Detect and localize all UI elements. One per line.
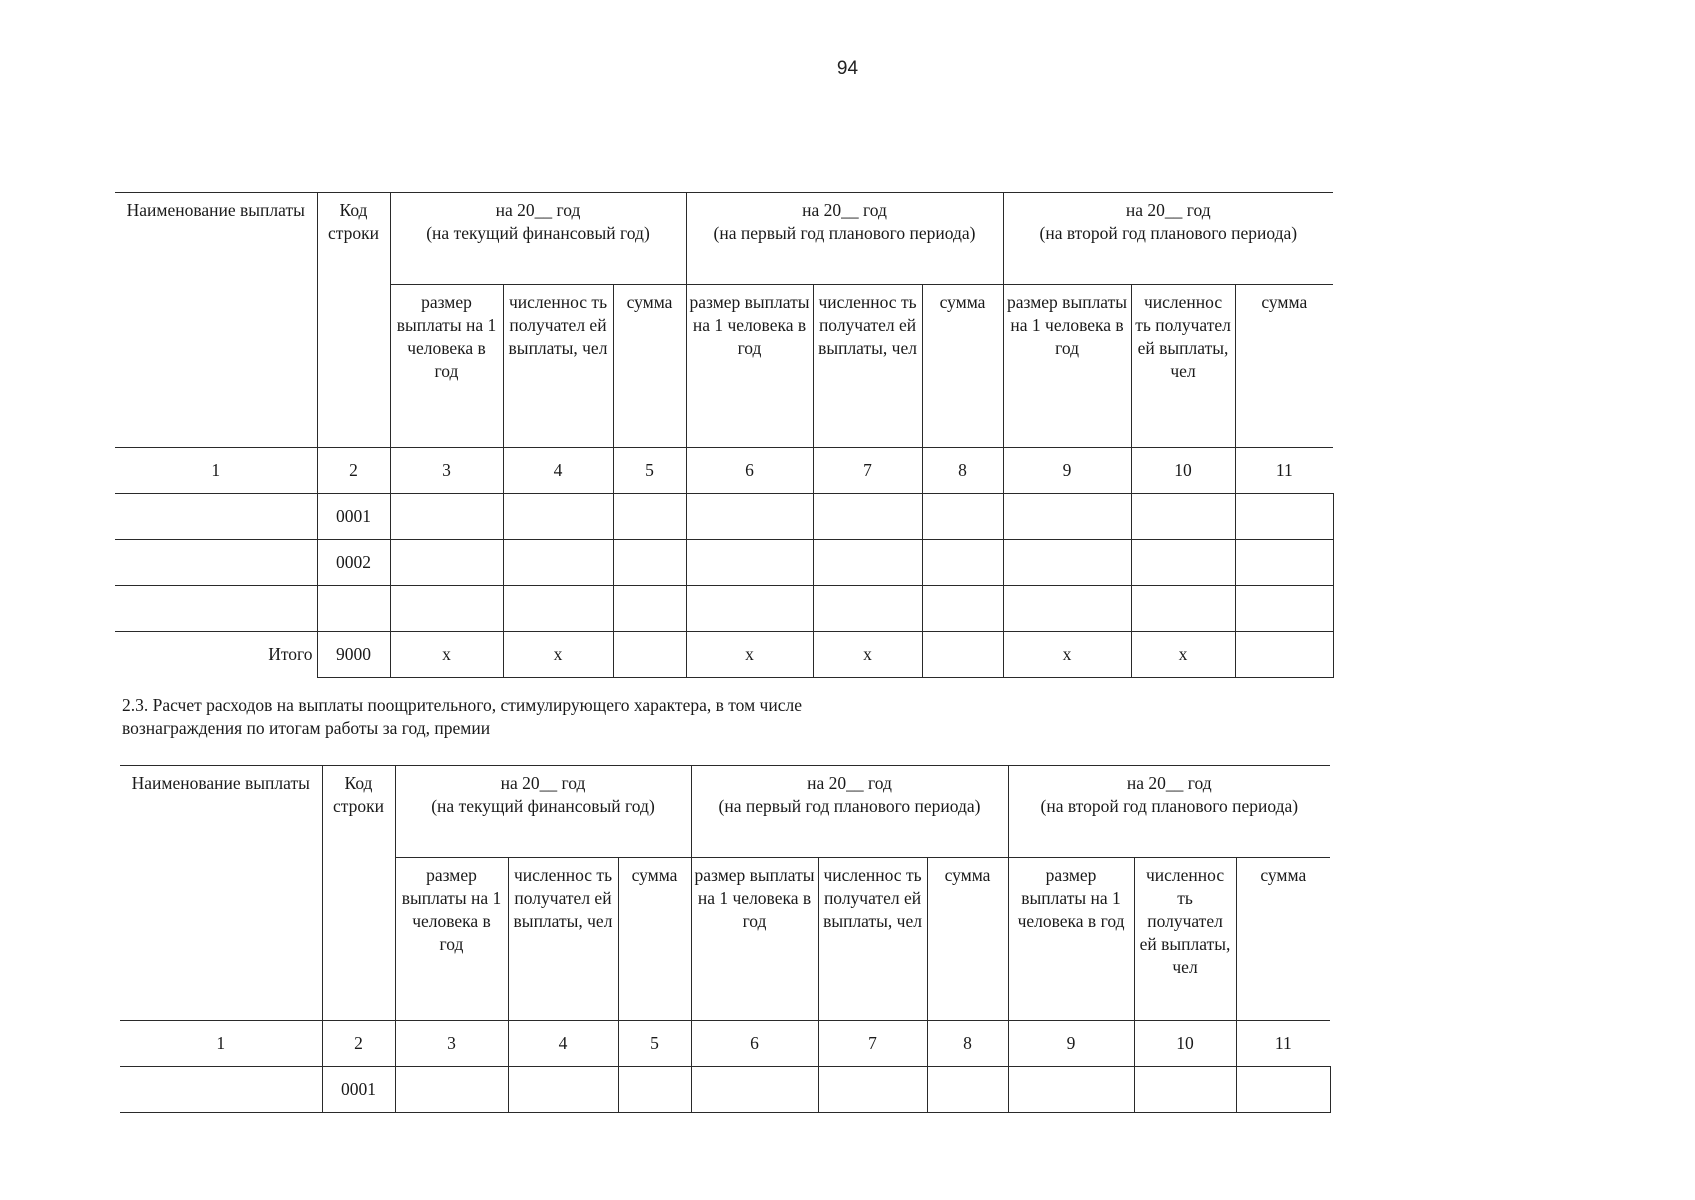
value-cell: x	[390, 632, 503, 678]
value-cell[interactable]	[503, 494, 613, 540]
header-plan-year-2: на 20__ год (на второй год планового периода)	[1008, 766, 1330, 858]
header-recipient-count: численнос ть получател ей выплаты, чел	[1131, 285, 1235, 448]
value-cell[interactable]	[818, 1067, 927, 1113]
value-cell[interactable]	[686, 540, 813, 586]
header-recipient-count: численнос ть получател ей выплаты, чел	[508, 858, 618, 1021]
value-cell[interactable]	[686, 494, 813, 540]
value-cell[interactable]	[613, 540, 686, 586]
header-payment-name: Наименование выплаты	[120, 766, 322, 1021]
header-payment-name: Наименование выплаты	[115, 193, 317, 448]
value-cell: x	[503, 632, 613, 678]
header-sum: сумма	[922, 285, 1003, 448]
column-number: 4	[503, 448, 613, 494]
value-cell[interactable]	[813, 586, 922, 632]
column-number: 10	[1131, 448, 1235, 494]
column-number: 7	[818, 1021, 927, 1067]
header-recipient-count: численнос ть получател ей выплаты, чел	[813, 285, 922, 448]
value-cell[interactable]	[1235, 494, 1333, 540]
value-cell: x	[813, 632, 922, 678]
page-number: 94	[836, 58, 859, 79]
header-row	[120, 766, 1330, 858]
table-row	[115, 540, 1333, 586]
payments-table	[115, 192, 1334, 678]
value-cell[interactable]	[613, 586, 686, 632]
value-cell: x	[1003, 632, 1131, 678]
column-number: 6	[686, 448, 813, 494]
column-number: 3	[390, 448, 503, 494]
column-number: 3	[395, 1021, 508, 1067]
header-current-year: на 20__ год (на текущий финансовый год)	[390, 193, 686, 285]
value-cell[interactable]	[813, 494, 922, 540]
value-cell[interactable]	[691, 1067, 818, 1113]
header-sum: сумма	[927, 858, 1008, 1021]
column-number: 5	[613, 448, 686, 494]
value-cell[interactable]	[390, 540, 503, 586]
column-number: 7	[813, 448, 922, 494]
column-number: 9	[1003, 448, 1131, 494]
value-cell[interactable]	[503, 586, 613, 632]
header-current-year: на 20__ год (на текущий финансовый год)	[395, 766, 691, 858]
payment-name-cell[interactable]	[115, 586, 317, 632]
value-cell[interactable]	[1008, 1067, 1134, 1113]
header-recipient-count: численнос ть получател ей выплаты, чел	[503, 285, 613, 448]
table-row	[115, 586, 1333, 632]
value-cell[interactable]	[922, 632, 1003, 678]
value-cell[interactable]	[1131, 586, 1235, 632]
total-row	[115, 632, 1333, 678]
column-number: 1	[120, 1021, 322, 1067]
header-sum: сумма	[1235, 285, 1333, 448]
header-recipient-count: численнос ть получател ей выплаты, чел	[818, 858, 927, 1021]
value-cell[interactable]	[1003, 586, 1131, 632]
incentive-payments-table	[120, 765, 1331, 1113]
row-code-cell: 0001	[322, 1067, 395, 1113]
value-cell[interactable]	[1235, 540, 1333, 586]
header-recipient-count: численнос ть получател ей выплаты, чел	[1134, 858, 1236, 1021]
value-cell[interactable]	[395, 1067, 508, 1113]
header-sum: сумма	[618, 858, 691, 1021]
value-cell: x	[686, 632, 813, 678]
value-cell[interactable]	[922, 494, 1003, 540]
column-number: 1	[115, 448, 317, 494]
header-rate-per-person: размер выплаты на 1 человека в год	[686, 285, 813, 448]
value-cell[interactable]	[1235, 632, 1333, 678]
value-cell[interactable]	[813, 540, 922, 586]
value-cell[interactable]	[1235, 586, 1333, 632]
value-cell[interactable]	[390, 586, 503, 632]
value-cell[interactable]	[390, 494, 503, 540]
payment-name-cell[interactable]	[120, 1067, 322, 1113]
total-label: Итого	[115, 632, 317, 678]
row-code-cell[interactable]	[317, 586, 390, 632]
column-number-row	[115, 448, 1333, 494]
table-row	[115, 494, 1333, 540]
row-code-cell: 0002	[317, 540, 390, 586]
column-number: 4	[508, 1021, 618, 1067]
header-row	[115, 193, 1333, 285]
header-sum: сумма	[613, 285, 686, 448]
value-cell[interactable]	[1003, 540, 1131, 586]
header-sum: сумма	[1236, 858, 1330, 1021]
value-cell[interactable]	[922, 586, 1003, 632]
table-row	[120, 1067, 1330, 1113]
row-code-cell: 9000	[317, 632, 390, 678]
column-number: 9	[1008, 1021, 1134, 1067]
value-cell[interactable]	[1134, 1067, 1236, 1113]
header-rate-per-person: размер выплаты на 1 человека в год	[1008, 858, 1134, 1021]
header-rate-per-person: размер выплаты на 1 человека в год	[390, 285, 503, 448]
value-cell[interactable]	[1003, 494, 1131, 540]
value-cell: x	[1131, 632, 1235, 678]
value-cell[interactable]	[1236, 1067, 1330, 1113]
header-plan-year-1: на 20__ год (на первый год планового периода)	[691, 766, 1008, 858]
header-rate-per-person: размер выплаты на 1 человека в год	[691, 858, 818, 1021]
header-rate-per-person: размер выплаты на 1 человека в год	[395, 858, 508, 1021]
column-number: 6	[691, 1021, 818, 1067]
value-cell[interactable]	[613, 632, 686, 678]
value-cell[interactable]	[927, 1067, 1008, 1113]
value-cell[interactable]	[686, 586, 813, 632]
column-number: 2	[322, 1021, 395, 1067]
column-number: 11	[1236, 1021, 1330, 1067]
column-number: 8	[927, 1021, 1008, 1067]
value-cell[interactable]	[1131, 540, 1235, 586]
column-number: 10	[1134, 1021, 1236, 1067]
value-cell[interactable]	[508, 1067, 618, 1113]
header-plan-year-1: на 20__ год (на первый год планового периода)	[686, 193, 1003, 285]
section-heading-2-3: 2.3. Расчет расходов на выплаты поощрительного, стимулирующего характера, в том числе вознаграждения по итогам работы за год, премии	[122, 695, 802, 738]
value-cell[interactable]	[922, 540, 1003, 586]
row-code-cell: 0001	[317, 494, 390, 540]
column-number-row	[120, 1021, 1330, 1067]
value-cell[interactable]	[1131, 494, 1235, 540]
header-rate-per-person: размер выплаты на 1 человека в год	[1003, 285, 1131, 448]
value-cell[interactable]	[613, 494, 686, 540]
header-row-code: Код строки	[317, 193, 390, 448]
column-number: 2	[317, 448, 390, 494]
value-cell[interactable]	[618, 1067, 691, 1113]
value-cell[interactable]	[503, 540, 613, 586]
payment-name-cell[interactable]	[115, 540, 317, 586]
column-number: 11	[1235, 448, 1333, 494]
header-row-code: Код строки	[322, 766, 395, 1021]
payment-name-cell[interactable]	[115, 494, 317, 540]
column-number: 8	[922, 448, 1003, 494]
header-plan-year-2: на 20__ год (на второй год планового периода)	[1003, 193, 1333, 285]
column-number: 5	[618, 1021, 691, 1067]
